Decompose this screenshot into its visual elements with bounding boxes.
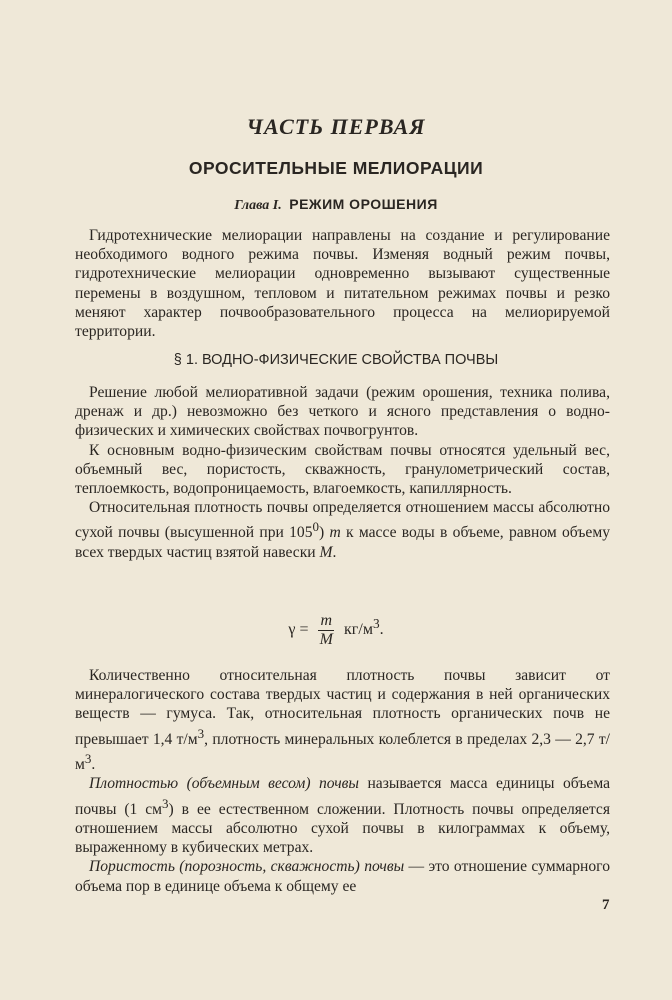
chapter-name: РЕЖИМ ОРОШЕНИЯ bbox=[289, 196, 438, 212]
section-title: ОРОСИТЕЛЬНЫЕ МЕЛИОРАЦИИ bbox=[188, 158, 484, 178]
paragraph-5 bbox=[75, 774, 610, 857]
p3-var-M: M bbox=[319, 543, 333, 561]
paragraph-1: Решение любой мелиоративной задачи (режим орошения, техника полива, дренаж и др.) невозможно без четкого и ясного представления о водно-физических и химических свойствах почвогрунтов. bbox=[75, 384, 610, 440]
chapter-label: Глава I. bbox=[234, 198, 282, 213]
paragraph-2: К основным водно-физическим свойствам почвы относятся удельный вес, объемный вес, пористость, скважность, гранулометрический состав, теплоемкость, водопроницаемость, влагоемкость, капиллярность. bbox=[75, 441, 610, 498]
paragraph-heading: § 1. ВОДНО-ФИЗИЧЕСКИЕ СВОЙСТВА ПОЧВЫ bbox=[173, 352, 499, 368]
formula-fraction bbox=[318, 612, 334, 649]
p5-term-suffix: почвы bbox=[319, 775, 359, 793]
p6-text-a: — это отношение суммарного объема пор в единице объема к общему ее bbox=[75, 858, 610, 895]
formula-denominator: M bbox=[319, 631, 333, 648]
paragraph-6 bbox=[75, 857, 610, 895]
density-block bbox=[75, 666, 610, 896]
p3-var-m: m bbox=[329, 524, 341, 542]
formula-numerator: m bbox=[320, 612, 333, 629]
chapter-title bbox=[0, 196, 672, 214]
properties-block bbox=[75, 383, 610, 562]
p6-alt-term: (порозность, скважность) bbox=[179, 858, 360, 876]
p6-term-suffix: почвы bbox=[364, 858, 405, 876]
intro-paragraph: Гидротехнические мелиорации направлены на создание и регулирование необходимого водного режима почвы. Изменяя водный режим почвы, гидротехнические мелиорации одновременно вызывают существенные перемены в воздушном, тепловом и питательном режимах почвы и резко меняют характер почвообразовательного процесса на мелиорируемой территории. bbox=[75, 227, 610, 341]
formula-lhs: γ = bbox=[288, 621, 309, 639]
p4-sup-1: 3 bbox=[197, 725, 205, 741]
part-title: ЧАСТЬ ПЕРВАЯ bbox=[246, 114, 426, 139]
density-formula bbox=[0, 612, 672, 649]
page-number: 7 bbox=[602, 897, 610, 913]
p4-text-c: . bbox=[91, 756, 96, 774]
p3-text-c: к массе воды в объеме, равном объему всех твердых частиц взятой навески bbox=[75, 524, 611, 561]
p5-term: Плотностью bbox=[89, 775, 179, 793]
p5-sup: 3 bbox=[162, 795, 169, 811]
p3-degree: 0 bbox=[312, 519, 320, 535]
paragraph-3 bbox=[75, 498, 610, 562]
p3-text-d: . bbox=[332, 543, 337, 561]
formula-unit: кг/м bbox=[344, 621, 373, 639]
p5-alt-term: (объемным весом) bbox=[186, 775, 311, 793]
paragraph-4 bbox=[75, 666, 610, 774]
p3-text-b: ) bbox=[319, 524, 330, 542]
p4-text-a: Количественно относительная плотность почвы зависит от минералогического состава твердых частиц и содержания в ней органических веществ — гумуса. Так, относительная плотность органических почв не превышает 1,4 т/м bbox=[75, 667, 610, 748]
p6-term: Пористость bbox=[89, 858, 175, 876]
p3-text-a: Относительная плотность почвы определяется отношением массы абсолютно сухой почвы (высушенной при 105 bbox=[75, 499, 610, 542]
p5-text-b: ) в ее естественном сложении. Плотность почвы определяется отношением массы абсолютно сухой почвы в килограммах к объему, выраженному в кубических метрах. bbox=[75, 800, 610, 857]
formula-end: . bbox=[379, 621, 384, 639]
p4-text-b: , плотность минеральных колеблется в пределах 2,3 — 2,7 т/м bbox=[75, 730, 611, 774]
formula-unit-sup: 3 bbox=[372, 615, 380, 631]
intro-block bbox=[75, 226, 610, 341]
p4-sup-2: 3 bbox=[84, 751, 92, 766]
p5-text-a: называется масса единицы объема почвы (1 см bbox=[75, 775, 611, 818]
